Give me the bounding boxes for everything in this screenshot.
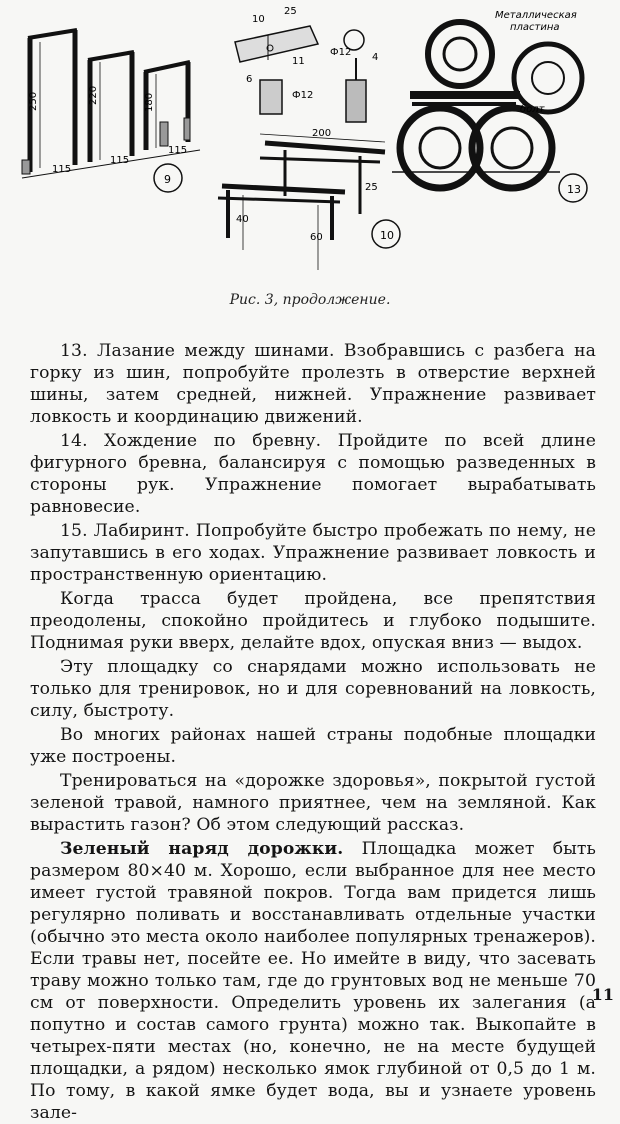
fig9-height-2: 220 (88, 85, 99, 105)
section-heading: Зеленый наряд дорожки. (60, 839, 344, 859)
fig10-dim-25b: 25 (365, 182, 378, 193)
paragraph: 13. Лазание между шинами. Взобравшись с разбега на горку из шин, попробуйте пролезть в отверстие верхней шины, затем средней, нижней. Упражнение развивает ловкость и координацию движений. (30, 341, 596, 427)
paragraph: Во многих районах нашей страны подобные площадки уже построены. (30, 725, 596, 767)
fig10-dim-4: 4 (372, 52, 379, 63)
fig10-dim-25a: 25 (284, 6, 297, 17)
page-number: 11 (591, 985, 614, 1004)
paragraph: 14. Хождение по бревну. Пройдите по всей длине фигурного бревна, балансируя с помощью разведенных в стороны рук. Упражнение помогает вырабатывать равновесие. (30, 431, 596, 517)
fig9-number: 9 (164, 173, 171, 186)
fig13-label-2: пластина (510, 22, 560, 33)
fig9-spacing-2: 115 (110, 155, 130, 166)
fig13-number: 13 (567, 183, 581, 196)
final-text: Площадка может быть размером 80×40 м. Хорошо, если выбранное для нее место имеет густой травяной покров. Тогда вам придется лишь регулярно поливать и восстанавливать отдельные участки (обычно это места около наиболее популярных тренажеров). Если травы нет, посейте ее. Но имейте в виду, что засевать траву можно только там, где до грунтовых вод не меньше 70 см от поверхности. Определить уровень их залегания (а попутно и состав самого грунта) можно так. Выкопайте в четырех-пяти местах (но, конечно, не на месте будущей площадки, а рядом) несколько ямок глубиной от 0,5 до 1 м. По тому, в какой ямке будет вода, вы и узнаете уровень зале- (30, 839, 597, 1123)
fig10-dim-6: 6 (246, 74, 253, 85)
figure-caption: Рис. 3, продолжение. (229, 292, 391, 308)
fig10-dim-10: 10 (252, 14, 265, 25)
fig13-bolt-label: болт (520, 104, 545, 115)
fig9-height-1: 250 (28, 91, 39, 111)
fig10-dim-60: 60 (310, 232, 323, 243)
paragraph: Эту площадку со снарядами можно использовать не только для тренировок, но и для соревнований на ловкость, силу, быстроту. (30, 657, 596, 721)
fig13-label-1: Металлическая (495, 10, 577, 21)
fig10-dim-200: 200 (312, 128, 332, 139)
figure-9-horizontal-bars (22, 30, 200, 192)
fig10-dim-phi12a: Ф12 (330, 47, 352, 58)
fig9-height-3: 180 (144, 92, 155, 112)
fig9-spacing-1: 115 (52, 164, 72, 175)
fig9-spacing-3: 115 (168, 145, 188, 156)
body-text (30, 340, 596, 1124)
paragraph: Тренироваться на «дорожке здоровья», покрытой густой зеленой травой, намного приятнее, чем на земляной. Как вырастить газон? Об этом следующий рассказ. (30, 771, 596, 835)
paragraph: Когда трасса будет пройдена, все препятствия преодолены, спокойно пройдитесь и глубоко подышите. Поднимая руки вверх, делайте вдох, опуская вниз — выдох. (30, 589, 596, 653)
paragraph: 15. Лабиринт. Попробуйте быстро пробежать по нему, не запутавшись в его ходах. Упражнение развивает ловкость и пространственную ориентацию. (30, 521, 596, 585)
figure-13-tyres (392, 22, 587, 202)
paragraph-final (30, 838, 596, 1124)
figure-illustration (0, 0, 620, 300)
fig10-dim-11: 11 (292, 56, 305, 67)
fig10-dim-40: 40 (236, 214, 249, 225)
fig10-dim-phi12b: Ф12 (292, 90, 314, 101)
fig10-number: 10 (380, 229, 394, 242)
